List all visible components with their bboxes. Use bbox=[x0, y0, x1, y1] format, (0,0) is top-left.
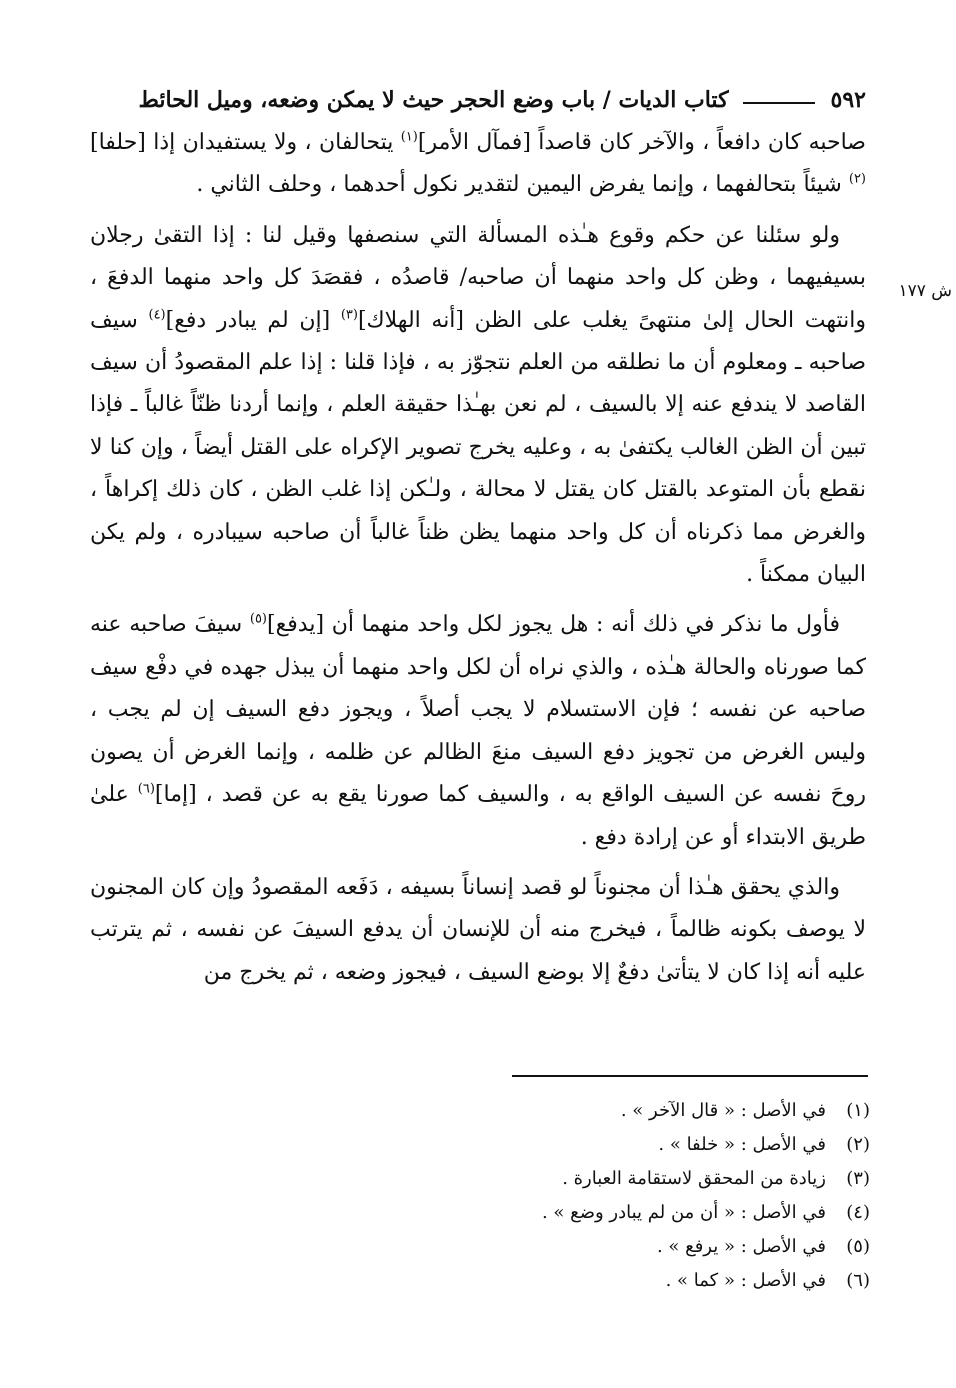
page-number: ٥٩٢ bbox=[830, 87, 866, 113]
footnote-text: في الأصل : « يرفع » . bbox=[656, 1236, 826, 1257]
text-run: فأول ما نذكر في ذلك أنه : هل يجوز لكل واحد منهما أن [يدفع] bbox=[267, 612, 840, 638]
main-text bbox=[90, 122, 866, 1002]
footnote-text: في الأصل : « خلفا » . bbox=[658, 1134, 826, 1155]
footnote-item bbox=[300, 1162, 870, 1196]
footnote-number: (٥) bbox=[846, 1236, 870, 1257]
text-run: سيفَ صاحبه عنه كما صورناه والحالة هـٰذه ، والذي نراه أن لكل واحد منهما أن يبذل جهده في دفْع سيف صاحبه عن نفسه ؛ فإن الاستسلام لا يجب أصلاً ، ويجوز دفع السيف إن لم يجب ، وليس الغرض من تجويز دفع السيف منعَ الظالم عن ظلمه ، وإنما الغرض أن يصون روحَ نفسه عن السيف الواقع به ، والسيف كما صورنا يقع به عن قصد ، [إما] bbox=[90, 612, 866, 808]
text-run: شيئاً بتحالفهما ، وإنما يفرض اليمين لتقدير نكول أحدهما ، وحلف الثاني . bbox=[196, 172, 849, 198]
footnote-ref-3: (٣) bbox=[340, 307, 358, 323]
footnote-item bbox=[300, 1230, 870, 1264]
footnote-item bbox=[300, 1094, 870, 1128]
footnote-text: في الأصل : « أن من لم يبادر وضع » . bbox=[541, 1202, 826, 1223]
text-run: صاحبه كان دافعاً ، والآخر كان قاصداً [فمآل الأمر] bbox=[417, 130, 866, 155]
text-run: علىٰ طريق الابتداء أو عن إرادة دفع . bbox=[90, 782, 866, 850]
footnote-ref-5: (٥) bbox=[249, 612, 267, 628]
running-title: كتاب الديات / باب وضع الحجر حيث لا يمكن وضعه، وميل الحائط bbox=[138, 87, 729, 113]
footnote-number: (٣) bbox=[846, 1168, 870, 1189]
footnote-number: (٦) bbox=[846, 1270, 870, 1291]
paragraph-4: والذي يحقق هـٰذا أن مجنوناً لو قصد إنساناً بسيفه ، دَفَعه المقصودُ وإن كان المجنون لا يوصف بكونه ظالماً ، فيخرج منه أن للإنسان أن يدفع السيفَ عن نفسه ، ثم يترتب عليه أنه إذا كان لا يتأتىٰ دفعٌ إلا بوضع السيف ، فيجوز وضعه ، ثم يخرج من bbox=[90, 874, 866, 985]
footnote-ref-1: (١) bbox=[400, 129, 418, 145]
text-run: يتحالفان ، ولا يستفيدان إذا [حلفا] bbox=[90, 130, 401, 155]
footnote-item bbox=[300, 1196, 870, 1230]
footnote-number: (١) bbox=[846, 1100, 870, 1121]
running-header bbox=[90, 80, 866, 120]
paragraph-2 bbox=[90, 215, 866, 597]
footnote-text: في الأصل : « كما » . bbox=[665, 1270, 826, 1291]
footnote-number: (٤) bbox=[846, 1202, 870, 1223]
footnote-number: (٢) bbox=[846, 1134, 870, 1155]
footnotes bbox=[300, 1094, 870, 1298]
footnote-item bbox=[300, 1128, 870, 1162]
footnote-ref-2: (٢) bbox=[848, 172, 866, 188]
footnote-ref-6: (٦) bbox=[137, 781, 155, 797]
footnote-ref-4: (٤) bbox=[148, 307, 166, 323]
footnote-text: في الأصل : « قال الآخر » . bbox=[620, 1100, 826, 1121]
text-run: [إن لم يبادر دفع] bbox=[165, 307, 341, 333]
header-rule bbox=[743, 102, 815, 104]
paragraph-1 bbox=[90, 122, 866, 207]
footnote-separator bbox=[512, 1075, 868, 1077]
paragraph-3 bbox=[90, 604, 866, 858]
margin-folio-note: ش ١٧٧ bbox=[898, 281, 952, 301]
footnote-item bbox=[300, 1264, 870, 1298]
text-run: ولو سئلنا عن حكم وقوع هـٰذه المسألة التي سنصفها وقيل لنا : إذا التقىٰ رجلان بسيفيهما ، وظن كل واحد منهما أن صاحبه/ قاصدُه ، فقصَدَ كل واحد منهما الدفعَ ، وانتهت الحال إلىٰ منتهىً يغلب على الظن [أنه الهلاك] bbox=[90, 222, 866, 333]
text-run: سيف صاحبه ـ ومعلوم أن ما نطلقه من العلم نتجوّز به ، فإذا قلنا : إذا علم المقصودُ أن سيف القاصد لا يندفع عنه إلا بالسيف ، لم نعن بهـٰذا حقيقة العلم ، وإنما أردنا ظنّاً غالباً ـ فإذا تبين أن الظن الغالب يكتفىٰ به ، وعليه يخرج تصوير الإكراه على القتل أيضاً ، وإن كنا لا نقطع بأن المتوعد بالقتل كان يقتل لا محالة ، ولـٰكن إذا غلب الظن ، كان ذلك إكراهاً ، والغرض مما ذكرناه أن كل واحد منهما يظن ظناً غالباً أن صاحبه سيبادره ، ولم يكن البيان ممكناً . bbox=[90, 307, 867, 588]
footnote-text: زيادة من المحقق لاستقامة العبارة . bbox=[562, 1168, 826, 1189]
